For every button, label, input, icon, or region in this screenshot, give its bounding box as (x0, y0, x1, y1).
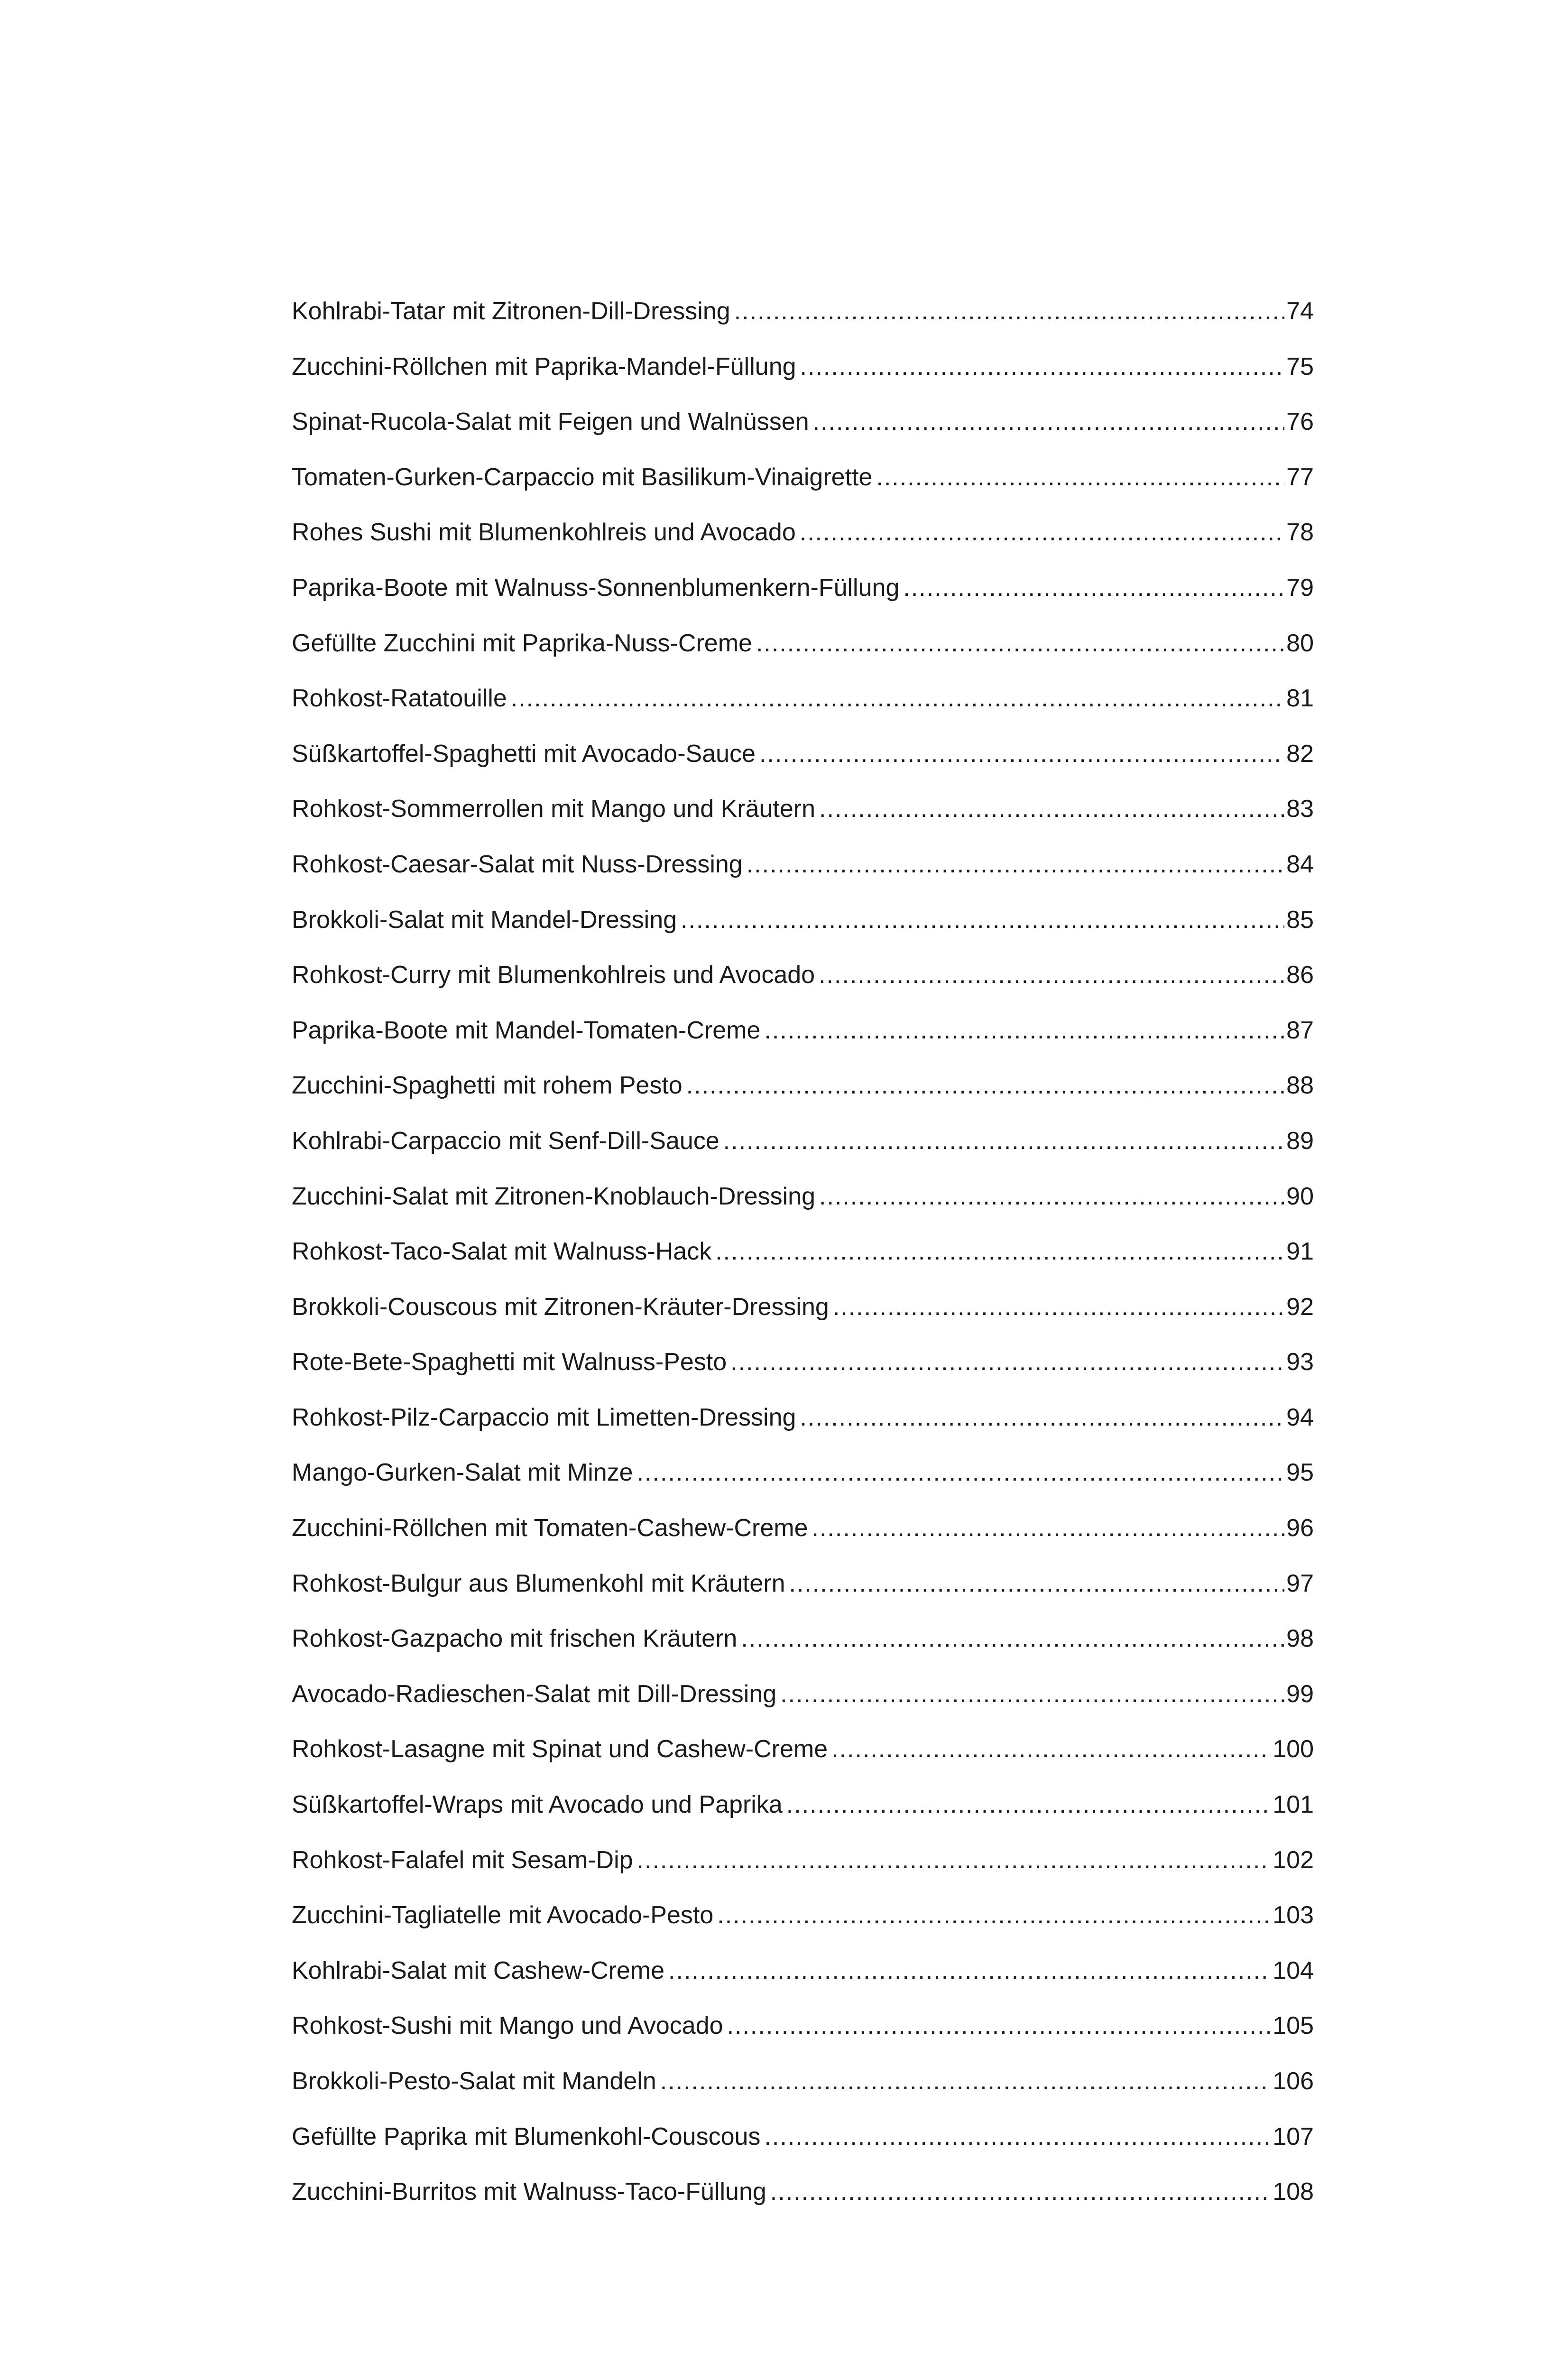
toc-dot-leader (759, 741, 1284, 766)
toc-entry-title: Brokkoli-Couscous mit Zitronen-Kräuter-Dressing (292, 1293, 829, 1321)
toc-dot-leader (770, 2179, 1271, 2204)
toc-dot-leader (730, 1350, 1284, 1374)
toc-entry-title: Kohlrabi-Carpaccio mit Senf-Dill-Sauce (292, 1127, 719, 1155)
toc-entry[interactable] (292, 2069, 1314, 2124)
toc-dot-leader (819, 963, 1284, 987)
toc-page-number: 81 (1286, 685, 1314, 713)
toc-page-number: 82 (1286, 740, 1314, 768)
toc-entry[interactable] (292, 741, 1314, 797)
toc-dot-leader (686, 1073, 1284, 1098)
toc-dot-leader (668, 1958, 1271, 1983)
toc-entry[interactable] (292, 1792, 1314, 1848)
toc-dot-leader (786, 1792, 1271, 1817)
toc-dot-leader (681, 908, 1284, 932)
toc-entry[interactable] (292, 2124, 1314, 2180)
toc-page-number: 96 (1286, 1514, 1314, 1542)
toc-entry[interactable] (292, 631, 1314, 686)
toc-entry[interactable] (292, 465, 1314, 520)
toc-entry-title: Tomaten-Gurken-Carpaccio mit Basilikum-Vinaigrette (292, 463, 873, 491)
toc-page-number: 98 (1286, 1625, 1314, 1653)
toc-page-number: 88 (1286, 1072, 1314, 1100)
toc-entry-title: Brokkoli-Salat mit Mandel-Dressing (292, 906, 677, 934)
toc-entry-title: Kohlrabi-Tatar mit Zitronen-Dill-Dressing (292, 297, 730, 325)
toc-entry[interactable] (292, 1516, 1314, 1571)
toc-entry-title: Spinat-Rucola-Salat mit Feigen und Walnüssen (292, 408, 809, 436)
toc-entry[interactable] (292, 1239, 1314, 1295)
toc-page-number: 77 (1286, 463, 1314, 491)
toc-entry-title: Zucchini-Burritos mit Walnuss-Taco-Füllung (292, 2178, 766, 2206)
toc-entry-title: Brokkoli-Pesto-Salat mit Mandeln (292, 2067, 656, 2095)
toc-page-number: 84 (1286, 850, 1314, 878)
toc-dot-leader (764, 1018, 1284, 1043)
toc-entry[interactable] (292, 299, 1314, 354)
toc-page-number: 86 (1286, 961, 1314, 989)
toc-page-number: 90 (1286, 1182, 1314, 1210)
toc-page-number: 80 (1286, 629, 1314, 657)
toc-entry-title: Paprika-Boote mit Walnuss-Sonnenblumenkern-Füllung (292, 574, 900, 602)
toc-dot-leader (717, 1903, 1271, 1927)
toc-entry-title: Rote-Bete-Spaghetti mit Walnuss-Pesto (292, 1348, 727, 1376)
toc-dot-leader (812, 1516, 1285, 1540)
toc-entry[interactable] (292, 354, 1314, 410)
toc-entry-title: Rohkost-Taco-Salat mit Walnuss-Hack (292, 1238, 712, 1266)
toc-page-number: 103 (1273, 1901, 1314, 1929)
toc-dot-leader (903, 575, 1284, 600)
toc-dot-leader (660, 2069, 1271, 2094)
toc-page-number: 94 (1286, 1403, 1314, 1431)
toc-dot-leader (637, 1848, 1271, 1872)
toc-entry-title: Mango-Gurken-Salat mit Minze (292, 1459, 633, 1487)
toc-dot-leader (715, 1239, 1284, 1264)
toc-entry-title: Rohes Sushi mit Blumenkohlreis und Avocado (292, 519, 796, 547)
toc-entry-title: Zucchini-Röllchen mit Tomaten-Cashew-Creme (292, 1514, 808, 1542)
toc-entry-title: Zucchini-Röllchen mit Paprika-Mandel-Füllung (292, 352, 796, 380)
toc-entry-title: Süßkartoffel-Wraps mit Avocado und Paprika (292, 1791, 783, 1819)
toc-entry[interactable] (292, 1848, 1314, 1903)
toc-entry[interactable] (292, 2179, 1314, 2235)
toc-page-number: 105 (1273, 2012, 1314, 2040)
toc-entry-title: Rohkost-Falafel mit Sesam-Dip (292, 1846, 633, 1874)
toc-dot-leader (747, 852, 1284, 877)
toc-entry-title: Zucchini-Tagliatelle mit Avocado-Pesto (292, 1901, 714, 1929)
toc-entry-title: Rohkost-Lasagne mit Spinat und Cashew-Creme (292, 1735, 828, 1763)
toc-page-number: 106 (1273, 2067, 1314, 2095)
toc-page-number: 95 (1286, 1459, 1314, 1487)
toc-entry-title: Avocado-Radieschen-Salat mit Dill-Dressing (292, 1680, 777, 1708)
toc-entry[interactable] (292, 1460, 1314, 1516)
toc-page-number: 91 (1286, 1238, 1314, 1266)
toc-entry[interactable] (292, 1018, 1314, 1074)
toc-page-number: 76 (1286, 408, 1314, 436)
toc-entry-title: Kohlrabi-Salat mit Cashew-Creme (292, 1956, 665, 1984)
toc-entry[interactable] (292, 1295, 1314, 1350)
toc-page-number: 97 (1286, 1569, 1314, 1597)
toc-dot-leader (833, 1295, 1284, 1319)
toc-dot-leader (511, 686, 1284, 711)
table-of-contents (292, 299, 1314, 2235)
toc-page-number: 78 (1286, 519, 1314, 547)
toc-entry[interactable] (292, 409, 1314, 465)
toc-page-number: 104 (1273, 1956, 1314, 1984)
toc-page-number: 101 (1273, 1791, 1314, 1819)
toc-entry[interactable] (292, 1073, 1314, 1129)
toc-entry-title: Gefüllte Paprika mit Blumenkohl-Couscous (292, 2122, 761, 2150)
toc-entry-title: Gefüllte Zucchini mit Paprika-Nuss-Creme (292, 629, 752, 657)
toc-page-number: 107 (1273, 2122, 1314, 2150)
toc-entry-title: Rohkost-Pilz-Carpaccio mit Limetten-Dressing (292, 1403, 796, 1431)
toc-entry-title: Rohkost-Sommerrollen mit Mango und Kräutern (292, 795, 816, 823)
toc-entry-title: Rohkost-Ratatouille (292, 685, 507, 713)
toc-dot-leader (764, 2124, 1271, 2149)
toc-entry[interactable] (292, 1682, 1314, 1737)
toc-entry[interactable] (292, 2013, 1314, 2069)
toc-entry[interactable] (292, 797, 1314, 852)
toc-page-number: 87 (1286, 1016, 1314, 1044)
toc-dot-leader (637, 1460, 1285, 1485)
toc-dot-leader (831, 1737, 1271, 1761)
toc-dot-leader (789, 1571, 1284, 1596)
toc-entry[interactable] (292, 1737, 1314, 1792)
toc-page-number: 102 (1273, 1846, 1314, 1874)
toc-page-number: 75 (1286, 352, 1314, 380)
toc-dot-leader (741, 1626, 1284, 1651)
toc-page-number: 99 (1286, 1680, 1314, 1708)
toc-entry-title: Rohkost-Sushi mit Mango und Avocado (292, 2012, 723, 2040)
toc-dot-leader (800, 520, 1284, 545)
toc-entry[interactable] (292, 1626, 1314, 1682)
toc-entry-title: Rohkost-Caesar-Salat mit Nuss-Dressing (292, 850, 743, 878)
toc-entry[interactable] (292, 1350, 1314, 1405)
toc-entry[interactable] (292, 1571, 1314, 1627)
toc-entry[interactable] (292, 1405, 1314, 1461)
toc-entry[interactable] (292, 963, 1314, 1018)
toc-entry-title: Zucchini-Salat mit Zitronen-Knoblauch-Dressing (292, 1182, 816, 1210)
toc-dot-leader (734, 299, 1284, 324)
toc-entry-title: Rohkost-Gazpacho mit frischen Kräutern (292, 1625, 738, 1653)
toc-entry[interactable] (292, 520, 1314, 575)
toc-dot-leader (800, 1405, 1284, 1430)
toc-dot-leader (756, 631, 1284, 656)
toc-entry-title: Rohkost-Curry mit Blumenkohlreis und Avocado (292, 961, 815, 989)
toc-dot-leader (780, 1682, 1284, 1706)
toc-page-number: 74 (1286, 297, 1314, 325)
toc-dot-leader (800, 354, 1285, 379)
toc-entry-title: Zucchini-Spaghetti mit rohem Pesto (292, 1072, 683, 1100)
toc-page-number: 83 (1286, 795, 1314, 823)
toc-page-number: 89 (1286, 1127, 1314, 1155)
toc-entry[interactable] (292, 686, 1314, 741)
toc-page-number: 79 (1286, 574, 1314, 602)
toc-entry[interactable] (292, 1958, 1314, 2014)
toc-dot-leader (876, 465, 1284, 490)
toc-entry[interactable] (292, 1184, 1314, 1240)
toc-entry[interactable] (292, 1903, 1314, 1958)
toc-page-number: 93 (1286, 1348, 1314, 1376)
toc-entry[interactable] (292, 908, 1314, 963)
toc-entry-title: Süßkartoffel-Spaghetti mit Avocado-Sauce (292, 740, 756, 768)
toc-dot-leader (819, 1184, 1284, 1209)
toc-page-number: 100 (1273, 1735, 1314, 1763)
toc-dot-leader (723, 1129, 1284, 1153)
toc-entry-title: Rohkost-Bulgur aus Blumenkohl mit Kräutern (292, 1569, 785, 1597)
toc-entry[interactable] (292, 1129, 1314, 1184)
toc-page-number: 85 (1286, 906, 1314, 934)
toc-dot-leader (819, 797, 1284, 821)
toc-dot-leader (813, 409, 1285, 434)
toc-page-number: 108 (1273, 2178, 1314, 2206)
toc-entry[interactable] (292, 575, 1314, 631)
toc-page-number: 92 (1286, 1293, 1314, 1321)
toc-entry-title: Paprika-Boote mit Mandel-Tomaten-Creme (292, 1016, 761, 1044)
toc-dot-leader (727, 2013, 1271, 2038)
toc-entry[interactable] (292, 852, 1314, 908)
